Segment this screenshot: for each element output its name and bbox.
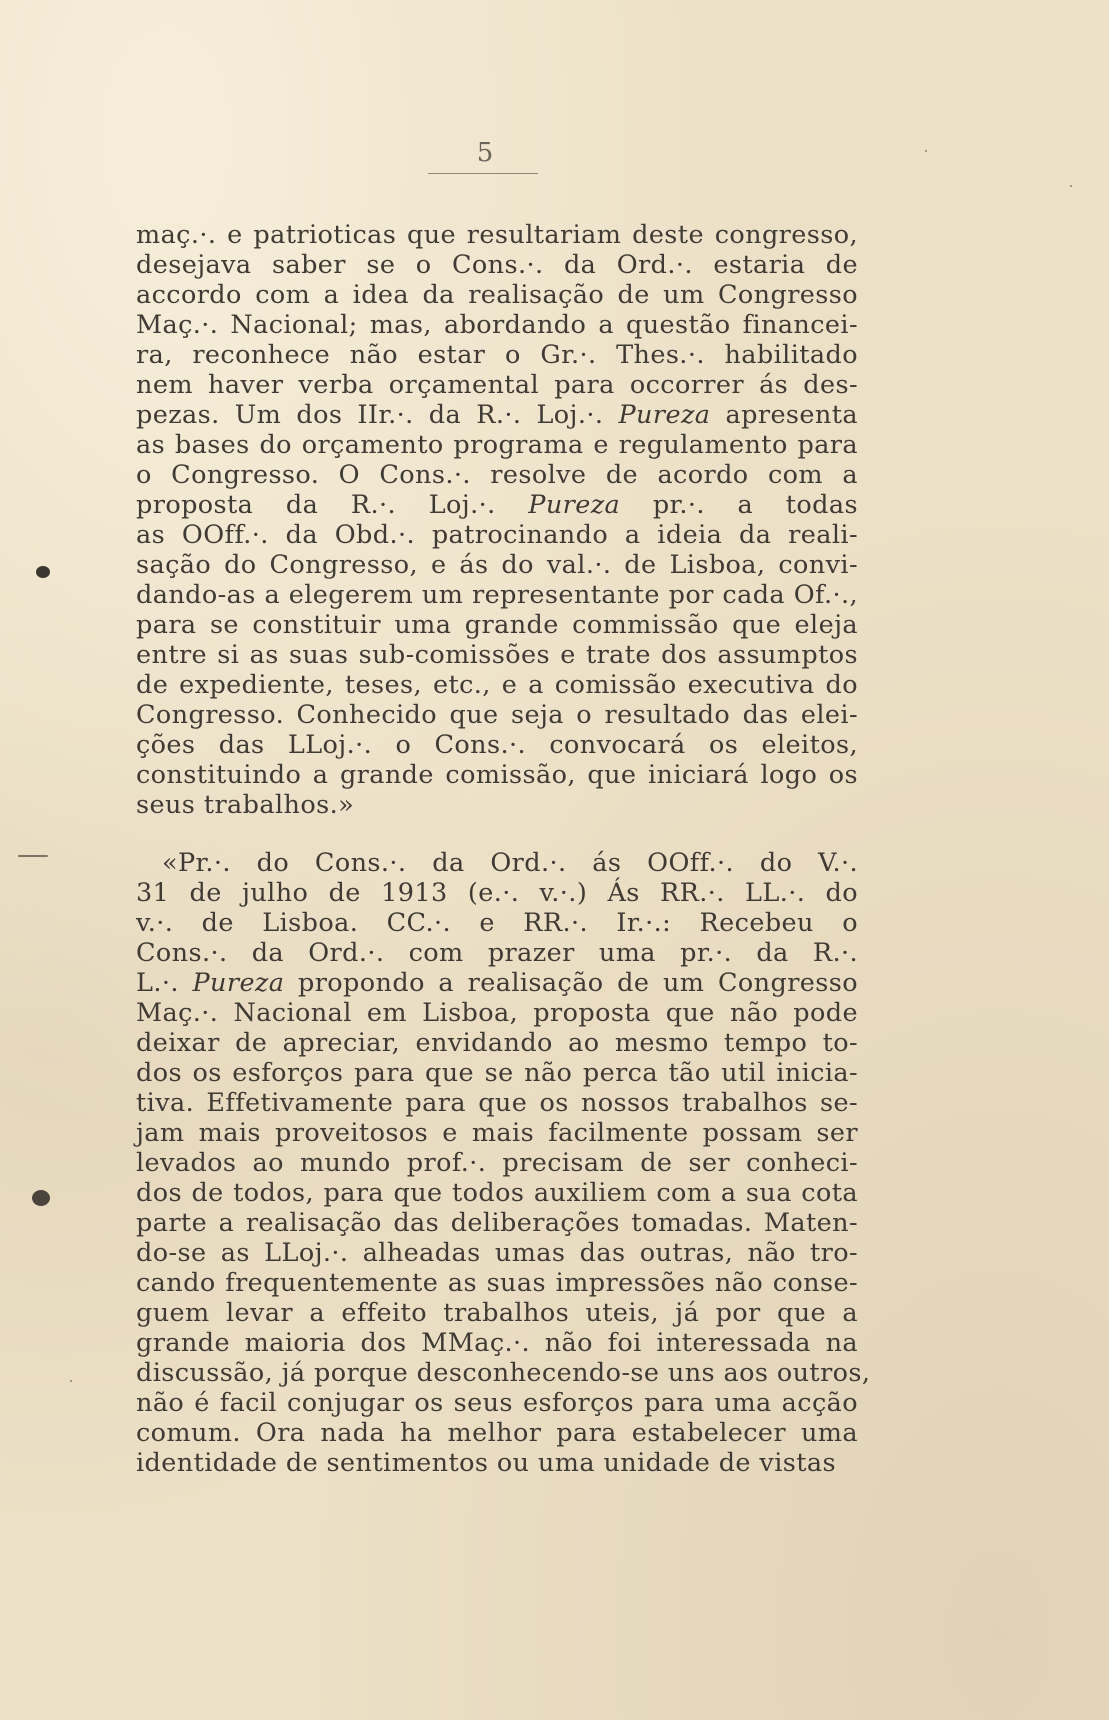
text-line: Maç.·. Nacional; mas, abordando a questão financei- [136,310,858,340]
text-line: L.·. Pureza propondo a realisação de um Congresso [136,968,859,998]
text-line: discussão, já porque desconhecendo-se uns aos outros, [136,1358,871,1388]
text-line: grande maioria dos MMaç.·. não foi interessada na [136,1328,858,1358]
text-line: Maç.·. Nacional em Lisboa, proposta que não pode [136,998,858,1028]
text-line: accordo com a idea da realisação de um Congresso [136,280,858,310]
text-line: deixar de apreciar, envidando ao mesmo tempo to- [136,1028,858,1058]
ink-blot-lower [32,1190,50,1206]
body-text [136,220,871,1478]
text-line: dando-as a elegerem um representante por cada Of.·., [136,580,858,610]
text-line: constituindo a grande comissão, que iniciará logo os [136,760,858,790]
paragraph-gap [136,820,858,848]
text-line: comum. Ora nada ha melhor para estabelecer uma [136,1418,858,1448]
text-line: seus trabalhos.» [136,790,355,820]
paragraph-1 [136,220,858,820]
text-line: as OOff.·. da Obd.·. patrocinando a ideia da reali- [136,520,858,550]
text-line: tiva. Effetivamente para que os nossos trabalhos se- [136,1088,858,1118]
text-line: cando frequentemente as suas impressões não conse- [136,1268,858,1298]
text-line: para se constituir uma grande commissão que eleja [136,610,858,640]
header-rule [428,173,538,174]
text-line: de expediente, teses, etc., e a comissão executiva do [136,670,858,700]
text-line: jam mais proveitosos e mais facilmente possam ser [136,1118,858,1148]
text-line: ra, reconhece não estar o Gr.·. Thes.·. habilitado [136,340,858,370]
paper-speck [18,855,48,857]
text-line: v.·. de Lisboa. CC.·. e RR.·. Ir.·.: Recebeu o [136,908,858,938]
text-line: Congresso. Conhecido que seja o resultado das elei- [136,700,858,730]
paper-speck [1070,185,1072,187]
paper-speck [925,150,927,152]
text-line: pezas. Um dos IIr.·. da R.·. Loj.·. Pureza apresenta [136,400,858,430]
text-line: parte a realisação das deliberações tomadas. Maten- [136,1208,858,1238]
text-line: não é facil conjugar os seus esforços para uma acção [136,1388,858,1418]
text-line: do-se as LLoj.·. alheadas umas das outras, não tro- [136,1238,858,1268]
text-line: o Congresso. O Cons.·. resolve de acordo com a [136,460,858,490]
ink-blot-upper [36,566,50,578]
text-line: guem levar a effeito trabalhos uteis, já por que a [136,1298,858,1328]
text-line: 31 de julho de 1913 (e.·. v.·.) Ás RR.·. LL.·. do [136,878,858,908]
text-line: as bases do orçamento programa e regulamento para [136,430,858,460]
paper-speck [70,1380,72,1382]
text-line: nem haver verba orçamental para occorrer ás des- [136,370,858,400]
text-line: levados ao mundo prof.·. precisam de ser conheci- [136,1148,858,1178]
text-line: «Pr.·. do Cons.·. da Ord.·. ás OOff.·. do V.·. [162,848,858,878]
page-number: 5 [476,138,494,168]
text-line: proposta da R.·. Loj.·. Pureza pr.·. a todas [136,490,858,520]
text-line: maç.·. e patrioticas que resultariam deste congresso, [136,220,858,250]
text-line: desejava saber se o Cons.·. da Ord.·. estaria de [136,250,858,280]
text-line: dos de todos, para que todos auxiliem com a sua cota [136,1178,858,1208]
text-line: Cons.·. da Ord.·. com prazer uma pr.·. da R.·. [136,938,858,968]
text-line: ções das LLoj.·. o Cons.·. convocará os eleitos, [136,730,858,760]
text-line: identidade de sentimentos ou uma unidade de vistas [136,1448,836,1478]
paragraph-2 [136,848,871,1478]
text-line: dos os esforços para que se não perca tão util inicia- [136,1058,858,1088]
text-line: entre si as suas sub-comissões e trate dos assumptos [136,640,858,670]
text-line: sação do Congresso, e ás do val.·. de Lisboa, convi- [136,550,858,580]
